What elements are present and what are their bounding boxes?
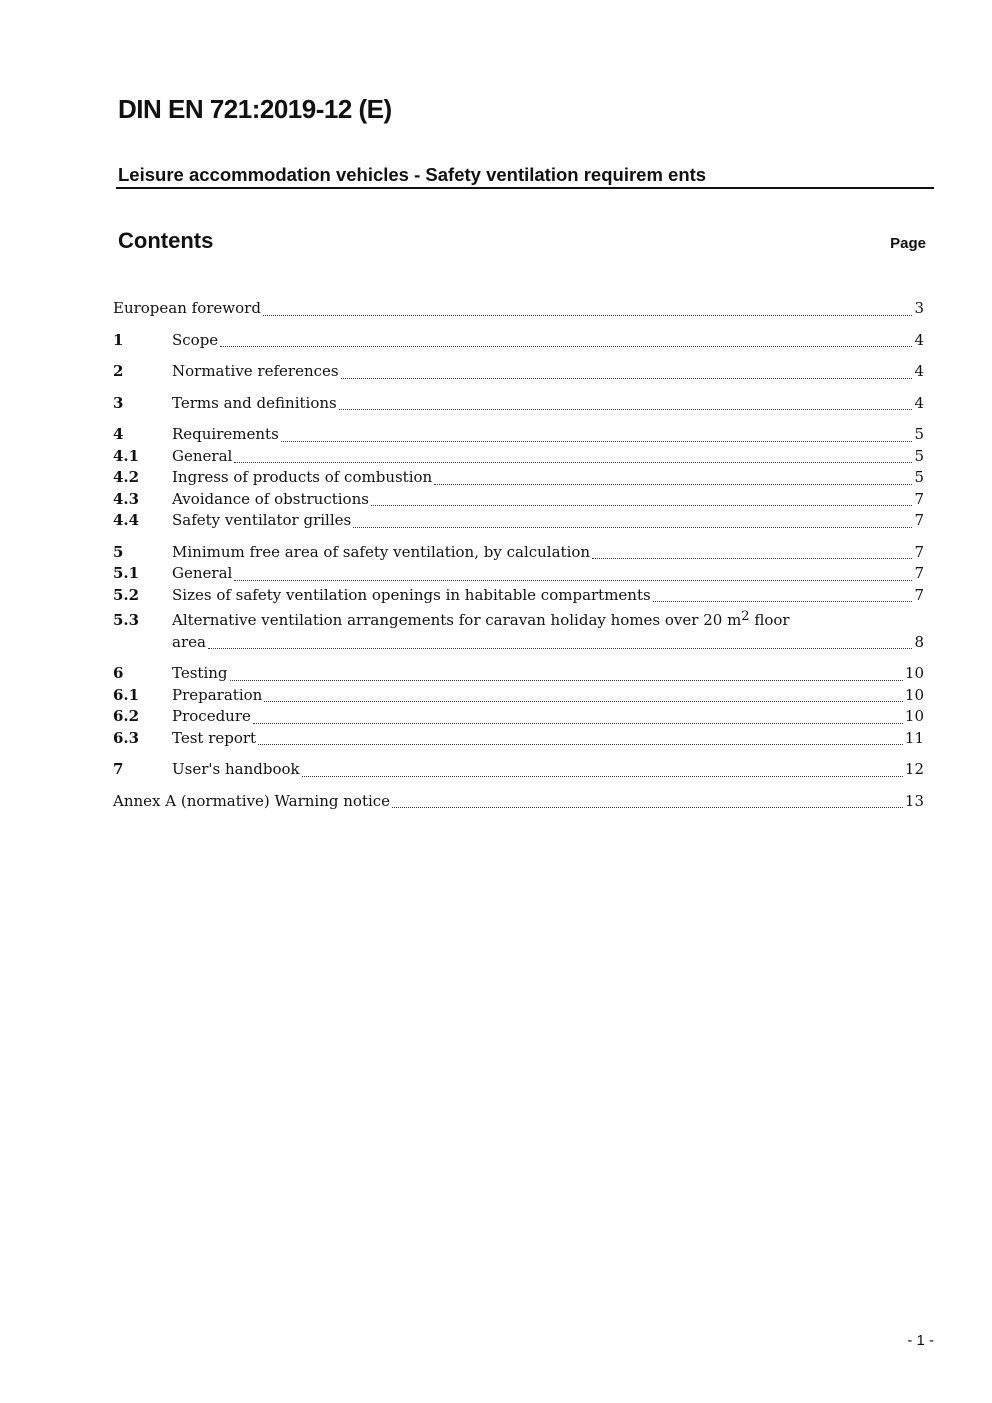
dot-leader bbox=[392, 807, 903, 808]
table-of-contents bbox=[113, 298, 924, 812]
toc-entry-page: 7 bbox=[914, 542, 924, 561]
toc-entry-page: 13 bbox=[904, 791, 924, 810]
dot-leader bbox=[353, 527, 912, 528]
toc-entry-text: Procedure bbox=[172, 707, 251, 725]
toc-entry-number: 4.1 bbox=[113, 446, 140, 465]
toc-entry-4-3[interactable] bbox=[113, 489, 924, 511]
dot-leader bbox=[653, 601, 913, 602]
dot-leader bbox=[592, 558, 912, 559]
toc-entry-page: 4 bbox=[914, 393, 924, 412]
toc-entry-number: 1 bbox=[113, 330, 124, 349]
dot-leader bbox=[220, 346, 912, 347]
dot-leader bbox=[208, 648, 913, 649]
toc-entry-text: Testing bbox=[172, 664, 228, 682]
toc-entry-text: Sizes of safety ventilation openings in habitable compartments bbox=[172, 585, 651, 604]
toc-entry-page: 10 bbox=[904, 664, 924, 682]
toc-entry-6-1[interactable] bbox=[113, 685, 924, 707]
toc-entry-5[interactable] bbox=[113, 542, 924, 564]
toc-entry-number: 3 bbox=[113, 393, 124, 412]
dot-leader bbox=[230, 680, 903, 681]
toc-entry-page: 3 bbox=[914, 299, 924, 317]
toc-entry-page: 10 bbox=[904, 685, 924, 704]
toc-entry-text: Annex A (normative) Warning notice bbox=[113, 791, 391, 810]
toc-entry-page: 12 bbox=[904, 760, 924, 778]
toc-entry-5-3[interactable] bbox=[113, 610, 924, 653]
toc-entry-2[interactable] bbox=[113, 361, 924, 383]
toc-entry-text-part2: floor bbox=[749, 611, 790, 629]
toc-entry-text: Minimum free area of safety ventilation, by calculation bbox=[172, 542, 591, 561]
toc-entry-annex-a[interactable] bbox=[113, 791, 924, 813]
dot-leader bbox=[253, 723, 903, 724]
toc-entry-number: 4.2 bbox=[113, 468, 140, 486]
toc-entry-6-2[interactable] bbox=[113, 706, 924, 728]
toc-entry-number: 4 bbox=[113, 425, 124, 443]
toc-entry-number: 5.3 bbox=[113, 611, 140, 629]
dot-leader bbox=[234, 580, 912, 581]
toc-entry-page: 4 bbox=[914, 330, 924, 349]
toc-entry-page: 10 bbox=[904, 707, 924, 725]
toc-entry-page: 7 bbox=[914, 511, 924, 529]
toc-entry-text: Avoidance of obstructions bbox=[172, 489, 369, 508]
toc-entry-text-line1 bbox=[172, 610, 790, 632]
dot-leader bbox=[302, 776, 903, 777]
dot-leader bbox=[339, 409, 913, 410]
toc-entry-6[interactable] bbox=[113, 663, 924, 685]
toc-entry-number: 4.3 bbox=[113, 489, 140, 508]
toc-entry-text: Ingress of products of combustion bbox=[172, 468, 433, 486]
toc-entry-1[interactable] bbox=[113, 330, 924, 352]
toc-entry-text-part1: Alternative ventilation arrangements for caravan holiday homes over 20 m bbox=[172, 611, 742, 629]
toc-entry-page: 5 bbox=[914, 425, 924, 443]
toc-entry-number: 6.3 bbox=[113, 728, 140, 747]
toc-entry-3[interactable] bbox=[113, 393, 924, 415]
toc-entry-number: 5 bbox=[113, 542, 124, 561]
toc-entry-number: 6.2 bbox=[113, 707, 140, 725]
toc-entry-4-2[interactable] bbox=[113, 467, 924, 489]
toc-entry-page: 7 bbox=[914, 489, 924, 508]
dot-leader bbox=[341, 378, 913, 379]
toc-entry-4-4[interactable] bbox=[113, 510, 924, 532]
toc-entry-text: Preparation bbox=[172, 685, 263, 704]
toc-entry-foreword[interactable] bbox=[113, 298, 924, 320]
toc-entry-7[interactable] bbox=[113, 759, 924, 781]
toc-entry-text: Safety ventilator grilles bbox=[172, 511, 352, 529]
toc-entry-text: Scope bbox=[172, 330, 219, 349]
toc-entry-5-1[interactable] bbox=[113, 563, 924, 585]
toc-entry-page: 8 bbox=[914, 632, 924, 651]
toc-entry-page: 5 bbox=[914, 446, 924, 465]
toc-entry-text-line2: area bbox=[172, 632, 206, 651]
subtitle-rule bbox=[116, 187, 934, 189]
toc-entry-number: 5.2 bbox=[113, 585, 140, 604]
toc-entry-number: 7 bbox=[113, 760, 124, 778]
toc-entry-number: 5.1 bbox=[113, 564, 140, 582]
dot-leader bbox=[258, 744, 903, 745]
page-column-label: Page bbox=[890, 235, 926, 252]
contents-heading: Contents bbox=[118, 228, 214, 253]
toc-entry-6-3[interactable] bbox=[113, 728, 924, 750]
document-subtitle: Leisure accommodation vehicles - Safety ventilation requirem ents bbox=[118, 164, 707, 185]
toc-entry-page: 4 bbox=[914, 362, 924, 380]
dot-leader bbox=[263, 315, 913, 316]
toc-entry-number: 6 bbox=[113, 664, 124, 682]
toc-entry-text: Terms and definitions bbox=[172, 393, 337, 412]
toc-entry-page: 7 bbox=[914, 564, 924, 582]
toc-entry-page: 11 bbox=[904, 728, 924, 747]
toc-entry-4-1[interactable] bbox=[113, 446, 924, 468]
dot-leader bbox=[434, 484, 912, 485]
toc-entry-number: 6.1 bbox=[113, 685, 140, 704]
toc-entry-5-2[interactable] bbox=[113, 585, 924, 607]
toc-entry-text: General bbox=[172, 564, 233, 582]
toc-entry-text: General bbox=[172, 446, 233, 465]
toc-entry-4[interactable] bbox=[113, 424, 924, 446]
dot-leader bbox=[234, 462, 912, 463]
toc-entry-text: User's handbook bbox=[172, 760, 300, 778]
dot-leader bbox=[371, 505, 913, 506]
toc-entry-text: Test report bbox=[172, 728, 257, 747]
toc-entry-text: Requirements bbox=[172, 425, 279, 443]
toc-entry-number: 2 bbox=[113, 362, 124, 380]
page-number: - 1 - bbox=[907, 1332, 934, 1349]
superscript-two: 2 bbox=[741, 609, 750, 624]
toc-entry-text: Normative references bbox=[172, 362, 339, 380]
dot-leader bbox=[264, 701, 903, 702]
toc-entry-number: 4.4 bbox=[113, 511, 140, 529]
toc-entry-page: 5 bbox=[914, 468, 924, 486]
dot-leader bbox=[281, 441, 913, 442]
toc-entry-page: 7 bbox=[914, 585, 924, 604]
document-title: DIN EN 721:2019-12 (E) bbox=[118, 94, 392, 124]
toc-entry-text: European foreword bbox=[113, 299, 261, 317]
